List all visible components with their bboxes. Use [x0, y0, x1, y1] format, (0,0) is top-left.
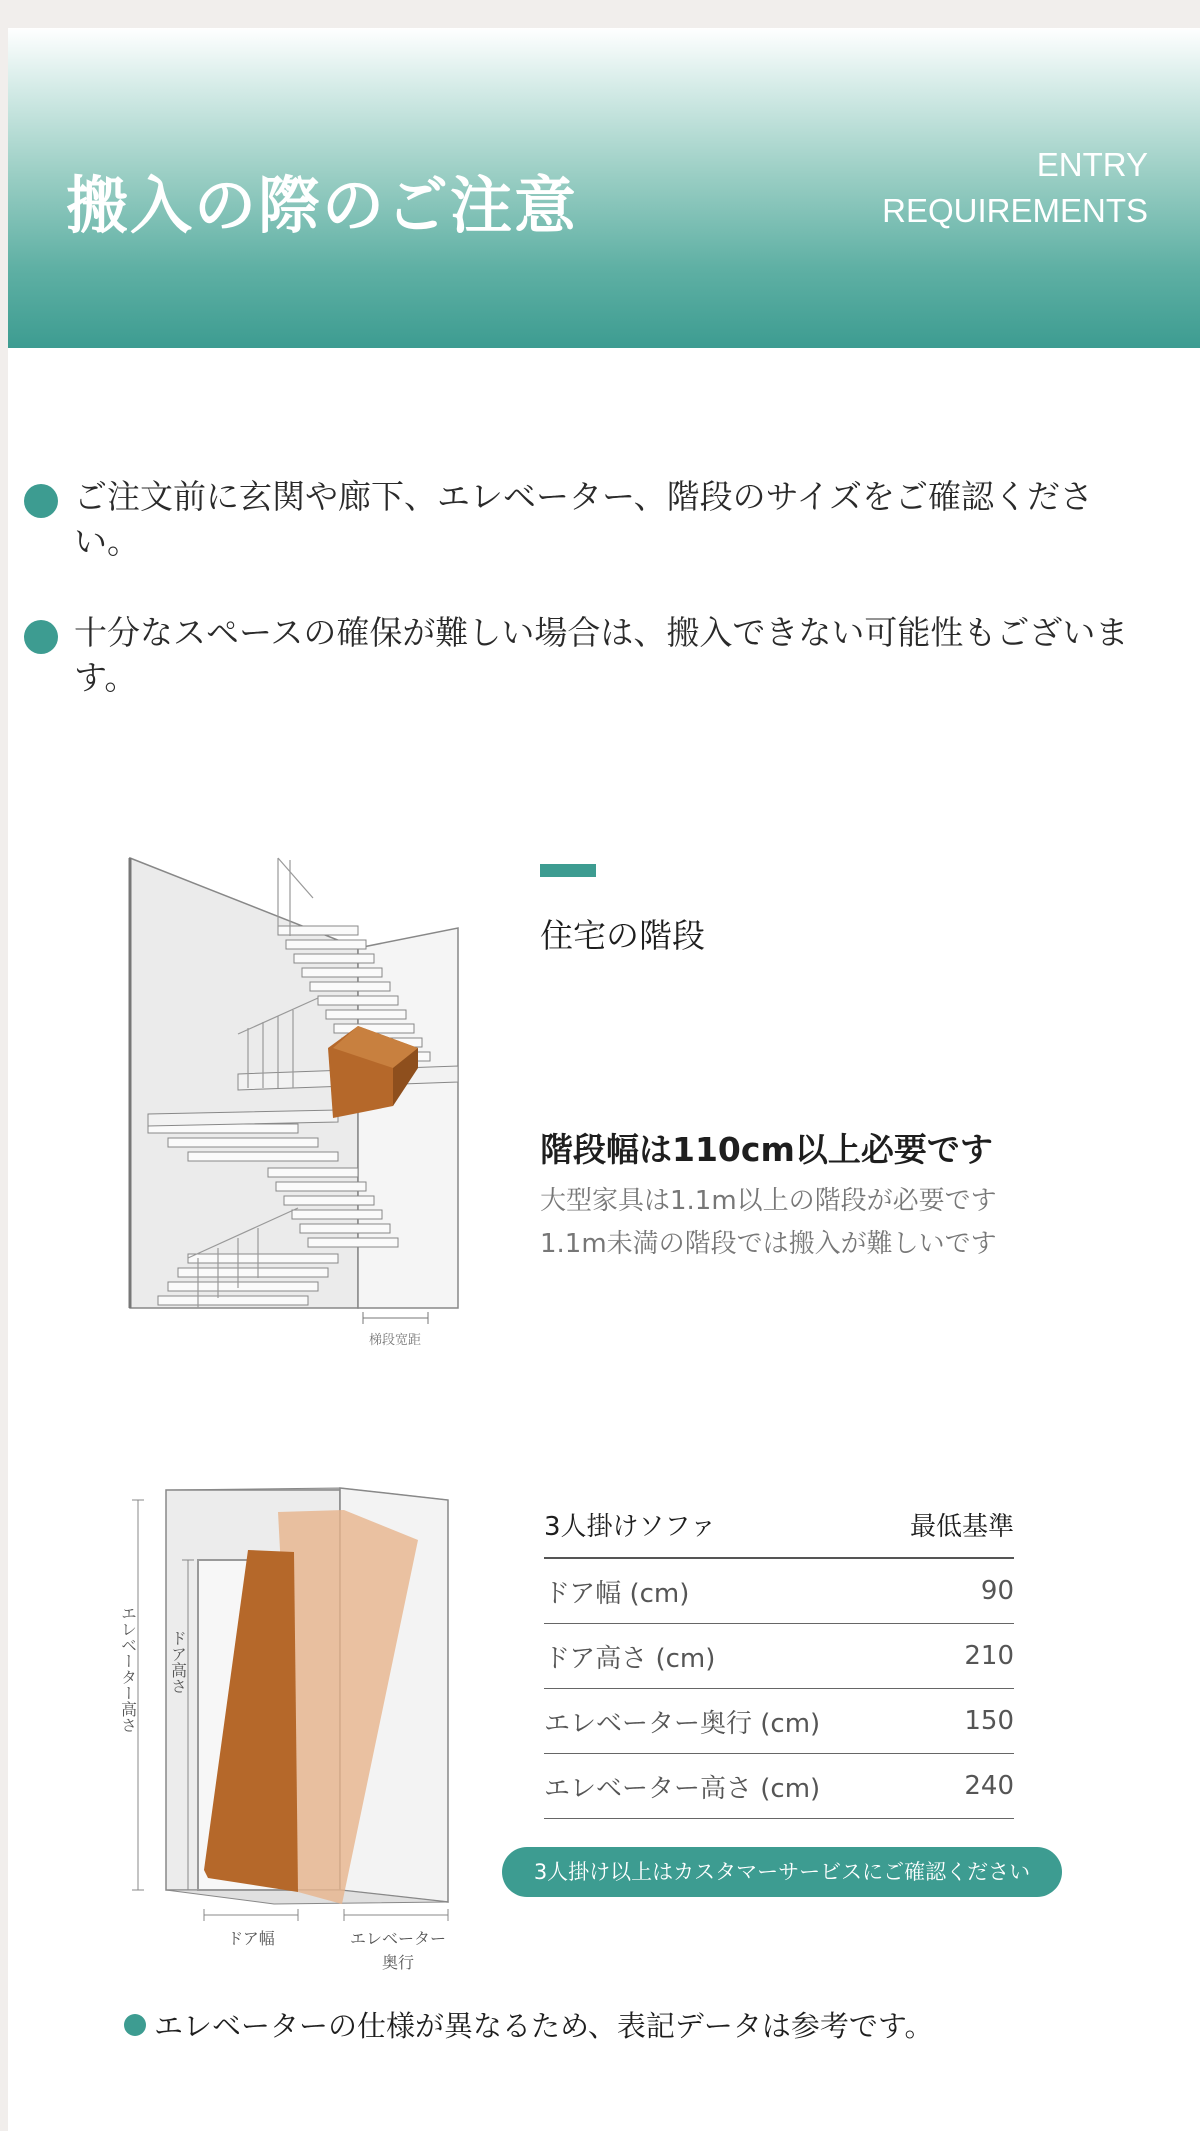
elevator-height-label: エレベーター高さ [118, 1605, 138, 1733]
accent-bar [540, 864, 596, 877]
table-row [544, 1689, 1014, 1754]
table-cell-value: 150 [885, 1689, 1014, 1754]
header-banner [8, 28, 1200, 348]
table-cell-value: 210 [885, 1624, 1014, 1689]
notice-bullet-1 [24, 474, 1154, 564]
table-cell-value: 90 [885, 1558, 1014, 1624]
door-width-label: ドア幅 [227, 1929, 275, 1948]
table-header-row [544, 1506, 1014, 1558]
bullet-text: ご注文前に玄関や廊下、エレベーター、階段のサイズをご確認ください。 [74, 477, 1094, 561]
elevator-illustration [108, 1460, 478, 1972]
elevator-depth-label: エレベーター [349, 1929, 447, 1948]
spec-table [544, 1506, 1014, 1819]
stairs-desc-line: 大型家具は1.1m以上の階段が必要です [540, 1186, 997, 1216]
table-row [544, 1754, 1014, 1819]
table-cell-label: ドア高さ (cm) [544, 1624, 885, 1689]
footnote [124, 2004, 934, 2045]
header-subtitle-line: REQUIREMENTS [882, 192, 1148, 229]
header-subtitle-en [882, 142, 1148, 234]
bullet-text: 十分なスペースの確保が難しい場合は、搬入できない可能性もございます。 [74, 613, 1129, 697]
table-cell-value: 240 [885, 1754, 1014, 1819]
staircase-illustration [118, 838, 478, 1358]
table-header-cell: 最低基準 [885, 1506, 1014, 1558]
footnote-text: エレベーターの仕様が異なるため、表記データは参考です。 [154, 2009, 934, 2043]
door-height-label: ドア高さ [168, 1630, 188, 1694]
table-cell-label: エレベーター奥行 (cm) [544, 1689, 885, 1754]
stairs-desc-line: 1.1m未満の階段では搬入が難しいです [540, 1229, 997, 1259]
page-title: 搬入の際のご注意 [66, 169, 579, 242]
table-row [544, 1558, 1014, 1624]
page [8, 28, 1200, 2131]
stairs-headline: 階段幅は110cm以上必要です [540, 1130, 993, 1169]
table-cell-label: ドア幅 (cm) [544, 1558, 885, 1624]
stair-width-label: 梯段宽距 [368, 1333, 422, 1348]
customer-service-notice: 3人掛け以上はカスタマーサービスにご確認ください [502, 1847, 1062, 1897]
notice-bullet-2 [24, 610, 1154, 700]
table-row [544, 1624, 1014, 1689]
bullet-dot-icon [24, 484, 58, 518]
header-subtitle-line: ENTRY [1036, 146, 1148, 183]
stairs-title: 住宅の階段 [540, 916, 705, 955]
elevator-depth-label: 奥行 [381, 1953, 415, 1972]
table-header-cell: 3人掛けソファ [544, 1506, 885, 1558]
bullet-dot-icon [24, 620, 58, 654]
bullet-dot-icon [124, 2014, 146, 2036]
stairs-description [540, 1180, 997, 1266]
table-cell-label: エレベーター高さ (cm) [544, 1754, 885, 1819]
